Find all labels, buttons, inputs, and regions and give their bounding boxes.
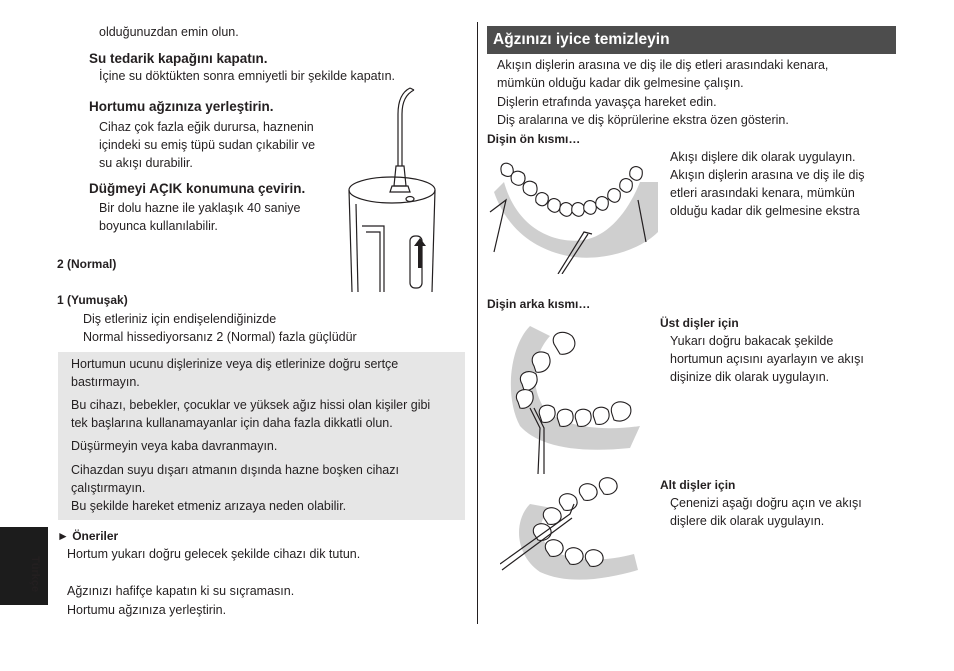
step-close-cap-text: İçine su döktükten sonra emniyetli bir şekilde kapatın. xyxy=(99,69,395,83)
caution-line: Cihazdan suyu dışarı atmanın dışında hazne boşken cihazı xyxy=(71,463,399,477)
front-teeth-line: Akışın dişlerin arasına ve diş ile diş xyxy=(670,168,865,182)
step-insert-hose-line: su akışı durabilir. xyxy=(99,156,193,170)
lower-teeth-line: Çenenizi aşağı doğru açın ve akışı xyxy=(670,496,862,510)
tips-title: ► Öneriler xyxy=(57,529,119,543)
mode-soft-line: Normal hissediyorsanız 2 (Normal) fazla güçlüdür xyxy=(83,330,357,344)
step-switch-on-title: Düğmeyi AÇIK konumuna çevirin. xyxy=(89,181,306,196)
intro-line: mümkün olduğu kadar dik gelmesine çalışın. xyxy=(497,76,744,90)
tips-line: Hortumu ağzınıza yerleştirin. xyxy=(67,603,227,617)
upper-teeth-line: hortumun açısını ayarlayın ve akışı xyxy=(670,352,864,366)
mode-normal-label: 2 (Normal) xyxy=(57,257,117,271)
step-insert-hose-line: Cihaz çok fazla eğik durursa, haznenin xyxy=(99,120,314,134)
caution-line: tek başlarına kullanamayanlar için daha fazla dikkatli olun. xyxy=(71,416,393,430)
upper-teeth-line: dişinize dik olarak uygulayın. xyxy=(670,370,830,384)
upper-teeth-illustration xyxy=(500,316,650,474)
intro-line: Dişlerin etrafında yavaşça hareket edin. xyxy=(497,95,717,109)
front-teeth-line: etleri arasındaki kenara, mümkün xyxy=(670,186,855,200)
tips-line: Hortum yukarı doğru gelecek şekilde cihazı dik tutun. xyxy=(67,547,361,561)
caution-line: Bu şekilde hareket etmeniz arızaya neden olabilir. xyxy=(71,499,347,513)
tips-line: Ağzınızı hafifçe kapatın ki su sıçramasın. xyxy=(67,584,295,598)
lower-teeth-line: dişlere dik olarak uygulayın. xyxy=(670,514,825,528)
caution-line: Düşürmeyin veya kaba davranmayın. xyxy=(71,439,278,453)
caution-line: Bu cihazı, bebekler, çocuklar ve yüksek ağız hissi olan kişiler gibi xyxy=(71,398,431,412)
intro-line: Akışın dişlerin arasına ve diş ile diş etleri arasındaki kenara, xyxy=(497,58,829,72)
mode-soft-label: 1 (Yumuşak) xyxy=(57,293,128,307)
column-divider xyxy=(477,22,478,624)
step-close-cap-title: Su tedarik kapağını kapatın. xyxy=(89,51,268,66)
caution-line: çalıştırmayın. xyxy=(71,481,146,495)
language-tab-label: Türkçe xyxy=(29,556,41,593)
mode-soft-line: Diş etleriniz için endişelendiğinizde xyxy=(83,312,277,326)
caution-line: Hortumun ucunu dişlerinize veya diş etlerinize doğru sertçe xyxy=(71,357,399,371)
step-switch-on-line: Bir dolu hazne ile yaklaşık 40 saniye xyxy=(99,201,301,215)
lower-teeth-illustration xyxy=(500,474,640,582)
front-teeth-line: olduğu kadar dik gelmesine ekstra xyxy=(670,204,860,218)
back-teeth-title: Dişin arka kısmı… xyxy=(487,297,591,311)
irrigator-device-illustration xyxy=(344,86,436,292)
upper-teeth-line: Yukarı doğru bakacak şekilde xyxy=(670,334,834,348)
front-teeth-illustration xyxy=(488,152,658,274)
section-header: Ağzınızı iyice temizleyin xyxy=(487,26,896,54)
lower-teeth-title: Alt dişler için xyxy=(660,478,736,492)
front-teeth-line: Akışı dişlere dik olarak uygulayın. xyxy=(670,150,856,164)
intro-line: Diş aralarına ve diş köprülerine ekstra özen gösterin. xyxy=(497,113,789,127)
front-teeth-title: Dişin ön kısmı… xyxy=(487,132,581,146)
upper-teeth-title: Üst dişler için xyxy=(660,316,739,330)
step-insert-hose-title: Hortumu ağzınıza yerleştirin. xyxy=(89,99,274,114)
caution-line: bastırmayın. xyxy=(71,375,140,389)
intro-line: olduğunuzdan emin olun. xyxy=(99,25,239,39)
step-switch-on-line: boyunca kullanılabilir. xyxy=(99,219,218,233)
step-insert-hose-line: içindeki su emiş tüpü sudan çıkabilir ve xyxy=(99,138,316,152)
